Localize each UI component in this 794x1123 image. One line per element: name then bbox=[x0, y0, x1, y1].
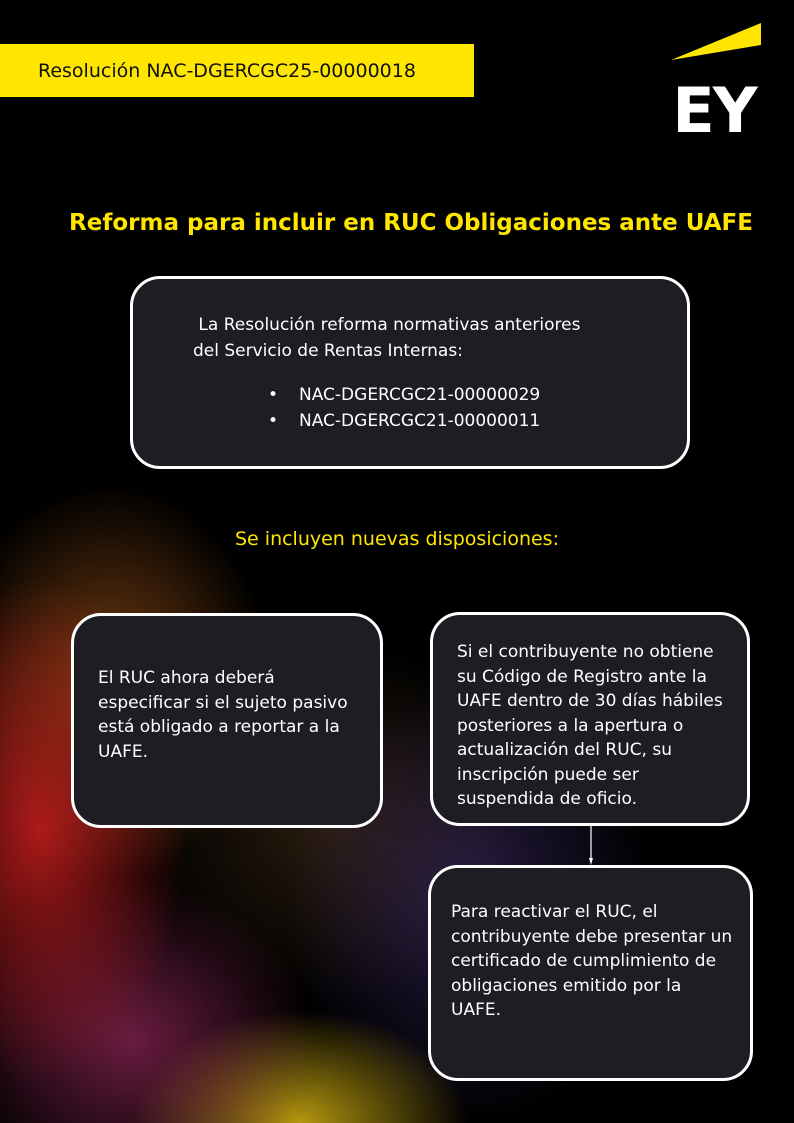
list-item bbox=[268, 408, 687, 434]
ey-logo-beam bbox=[671, 23, 761, 60]
disposition-text: Si el contribuyente no obtiene su Código de Registro ante la UAFE dentro de 30 días hábiles posteriores a la apertura o actualización del RUC, su inscripción puede ser suspendida de oficio. bbox=[457, 642, 723, 809]
regulation-code: NAC-DGERCGC21-00000011 bbox=[299, 411, 541, 431]
bullet-icon: • bbox=[268, 385, 279, 405]
disposition-box-right bbox=[430, 612, 750, 826]
intro-text-line2: del Servicio de Rentas Internas: bbox=[193, 341, 463, 361]
disposition-text: Para reactivar el RUC, el contribuyente debe presentar un certificado de cumplimiento de obligaciones emitido por la UAFE. bbox=[451, 902, 733, 1020]
resolution-label: Resolución NAC-DGERCGC25-00000018 bbox=[38, 59, 416, 82]
resolution-banner bbox=[0, 44, 474, 97]
disposition-text: El RUC ahora deberá especificar si el sujeto pasivo está obligado a reportar a la UAFE. bbox=[98, 668, 348, 762]
regulation-list bbox=[193, 382, 687, 434]
intro-text-line1: La Resolución reforma normativas anteriores bbox=[193, 315, 581, 335]
intro-box bbox=[130, 276, 690, 469]
disposition-box-left bbox=[71, 613, 383, 828]
ey-logo-text: EY bbox=[672, 74, 756, 136]
page-title: Reforma para incluir en RUC Obligaciones ante UAFE bbox=[69, 210, 753, 236]
disposition-box-bottom bbox=[428, 865, 753, 1081]
ey-logo bbox=[666, 20, 762, 136]
regulation-code: NAC-DGERCGC21-00000029 bbox=[299, 385, 541, 405]
section-subtitle: Se incluyen nuevas disposiciones: bbox=[235, 528, 559, 550]
arrow-down-icon bbox=[589, 826, 593, 866]
bullet-icon: • bbox=[268, 411, 279, 431]
list-item bbox=[268, 382, 687, 408]
